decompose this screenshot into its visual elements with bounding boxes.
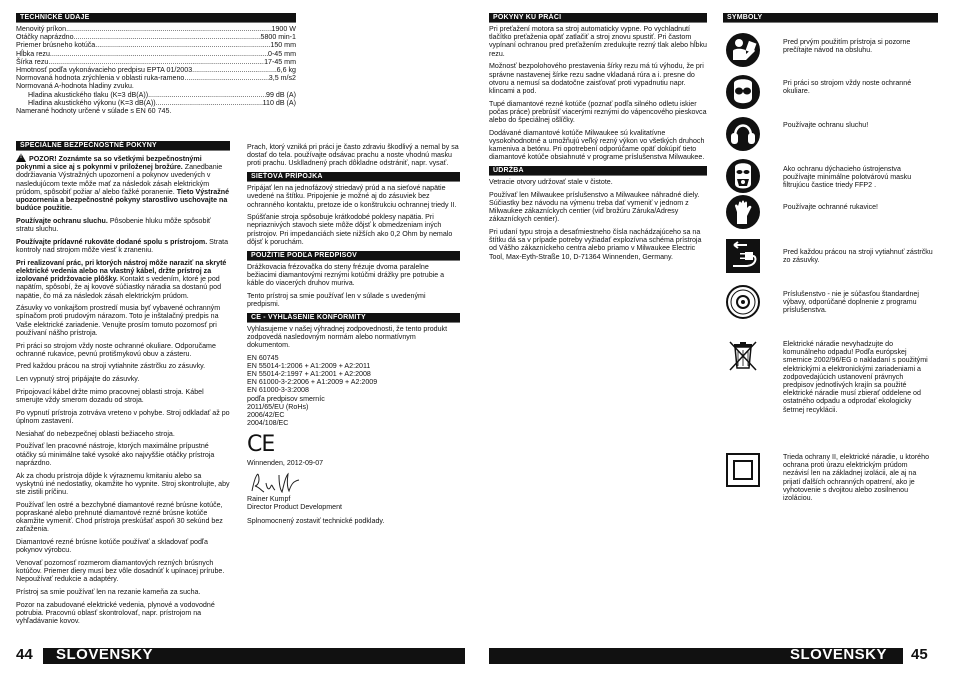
work-instructions-section xyxy=(489,13,707,265)
safety-paragraph: Len vypnutý stroj pripájajte do zásuvky. xyxy=(16,375,140,384)
measured-note: Namerané hodnoty určené v súlade s EN 60 745. xyxy=(16,107,172,116)
tech-data-heading: TECHNICKÉ ÚDAJE xyxy=(16,13,296,23)
safety-paragraph: Pri práci so strojom vždy noste ochranné okuliare. Odporučame ochranné rukavice, pevnú protišmykovú obuv a zásteru. xyxy=(16,341,216,358)
noise-row: Hladina akustického tlaku (K=3 dB(A)) ..... 99 dB (A) xyxy=(16,91,296,99)
page-number-left: 44 xyxy=(16,646,33,663)
symbol-text: Používajte ochranné rukavice! xyxy=(783,203,879,211)
ce-standard: EN 60745 xyxy=(247,353,279,362)
use-heading: POUŽITIE PODĽA PREDPISOV xyxy=(247,251,460,261)
accessory-disc-icon xyxy=(725,284,761,320)
warning-triangle-icon xyxy=(16,153,26,162)
safety-paragraph: Pripojovací kábel držte mimo pracovnej oblasti stroja. Kábel smerujte vždy smerom dozadu od stroja. xyxy=(16,387,204,405)
ce-standard: EN 55014-2:1997 + A1:2001 + A2:2008 xyxy=(247,370,371,379)
tech-row: Otáčky naprázdno ..... 5800 min-1 xyxy=(16,33,296,41)
safety-paragraph: Používať len ostré a bezchybné diamantové rezné brúsne kotúče, popraskané alebo prehnuté diamantové rezné brúsne kotúče okamžite vymeniť. Chod prístroja preskúšať aspoň 30 sekúnd bez zaťaženia. xyxy=(16,500,223,534)
work-paragraph: Dodávané diamantové kotúče Milwaukee sú kvalitatívne vysokohodnotné a umožňujú veľký rezný výkon vo všetkých druhoch kameniva a betónu. Pri opotrebení odporúčame opäť dokúpiť tieto diamantové kotúče obsiahnuté v programe príslušenstva Milwaukee. xyxy=(489,128,705,162)
work-heading: POKYNY KU PRÁCI xyxy=(489,13,707,23)
use-paragraph: Drážkovacia frézovačka do steny frézuje dvoma paralelne bežiacimi diamantovými reznými kotúčmi drážky pre potrubie a káble do viacerých druhov muriva. xyxy=(247,262,445,287)
hearing-paragraph: Používajte ochranu sluchu. Pôsobenie hluku môže spôsobiť stratu sluchu. xyxy=(16,216,211,234)
safety-paragraph: Pred každou prácou na stroji vytiahnite zástrčku zo zásuvky. xyxy=(16,362,206,371)
weee-bin-icon xyxy=(725,337,761,373)
ce-standard: 2011/65/EU (RoHs) xyxy=(247,402,309,411)
safety-paragraph: Zásuvky vo vonkajšom prostredí musia byť vybavené ochranným spínačom proti prudovým nárazom. Toto je inštalačný predpis na Vaše elektrické zariadenie. Venujte prosím tomuto pozornosť pri používaní nášho prístroja. xyxy=(16,304,221,337)
ce-standard: 2006/42/EC xyxy=(247,411,285,420)
class-ii-icon xyxy=(725,452,761,488)
safety-heading: ŠPECIÁLNE BEZPEČNOSTNÉ POKYNY xyxy=(16,141,230,151)
warning-paragraph: !POZOR! Zoznámte sa so všetkými bezpečnostnými pokynmi a sice aj s pokynmi v priloženej brožúre. Zanedbanie dodržiavania Výstražných upozornení a pokynov uvedených v nasledujúcom texte môže mať za následok zásah elektrickým prúdom, spôsobiť požiar a/ alebo ťažké poranenie. Tieto Výstražné upozornenia a bezpečnostné pokyny starostlivo uschovajte na budúce použitie. xyxy=(16,153,230,212)
symbol-text: Pred každou prácou na stroji vytiahnuť zástrčku zo zásuvky. xyxy=(783,248,933,265)
ce-standard: EN 61000-3-3:2008 xyxy=(247,386,309,395)
signature-icon xyxy=(249,471,309,495)
tech-row: Menovitý príkon ..... 1900 W xyxy=(16,25,296,33)
maintenance-paragraph: Používať len Milwaukee príslušenstvo a Milwaukee náhradné diely. Súčiastky bez návodu na výmenu treba dať vymeniť v jednom z Milwaukee zákazníckych centier (viď brožúru Záruka/Adresy zákazníckych centier). xyxy=(489,190,700,224)
respirator-icon xyxy=(725,158,761,194)
symbol-text: Príslušenstvo - nie je súčasťou štandardnej výbavy, odporúčané doplnenie z programu príslušenstva. xyxy=(783,290,919,315)
safety-paragraph: Po vypnutí prístroja zotrváva vreteno v pohybe. Stroj odkladať až po úplnom zastavení. xyxy=(16,408,230,425)
safety-paragraph: Nesiahať do nebezpečnej oblasti bežiaceho stroja. xyxy=(16,429,175,438)
noise-row: Hladina akustického výkonu (K=3 dB(A)) ..... 110 dB (A) xyxy=(16,99,296,107)
language-label-right: SLOVENSKY xyxy=(790,646,888,663)
authorization-note: Splnomocnený zostaviť technické podklady. xyxy=(247,517,385,526)
maintenance-paragraph: Pri udaní typu stroja a desaťmiestneho čísla nachádzajúceho sa na štítku dá sa v prípade potreby vyžiadať explozívna schéma prístroja od Vášho zákazníckeho centra alebo priamo v Milwaukee Electric Tool, Max-Eyth-Straße 10, D-71364 Winnenden, Germany. xyxy=(489,228,702,261)
maintenance-heading: ÚDRŽBA xyxy=(489,166,707,176)
noise-heading: Normovaná A-hodnota hladiny zvuku. xyxy=(16,82,134,91)
symbol-text: Používajte ochranu sluchu! xyxy=(783,121,869,129)
symbol-text: Pred prvým použitím prístroja si pozorne prečítajte návod na obsluhu. xyxy=(783,38,911,55)
ce-standard: EN 55014-1:2006 + A1:2009 + A2:2011 xyxy=(247,361,371,370)
mains-paragraph: Pripájať len na jednofázový striedavý prúd a na sieťové napätie uvedené na štítku. Pripojenie je možné aj do zásuviek bez ochranného kontaktu, pretoze ide o konštrukciu ochrannej triedy II. xyxy=(247,184,457,209)
ce-standard: podľa predpisov smerníc xyxy=(247,394,325,403)
safety-paragraph: Pozor na zabudované elektrické vedenia, plynové a vodovodné potrubia. Pracovnú oblasť skontrolovať, napr. prístrojom na vyhľadávanie kovov. xyxy=(16,600,215,626)
hidden-wiring-paragraph: Pri realizovaní prác, pri ktorých nástroj môže naraziť na skryté elektrické vedenia alebo na vlastný kábel, držte prístroj za izolované pridržovacie plôšky. Kontakt s vedením, ktoré je pod napätím, spôsobí, že aj kovové súčiastky náradia sa dostanú pod napätie, čo má za následok zásah elektrickým prúdom. xyxy=(16,258,227,300)
symbol-text: Pri práci so strojom vždy noste ochranné okuliare. xyxy=(783,79,912,96)
safety-section xyxy=(16,141,230,630)
ce-standard: EN 61000-3-2:2006 + A1:2009 + A2:2009 xyxy=(247,378,378,387)
tech-row: Šírka rezu ..... 17-45 mm xyxy=(16,58,296,66)
signatory-title: Director Product Development xyxy=(247,502,343,511)
symbols-heading: SYMBOLY xyxy=(723,13,938,23)
ce-heading: CE - VYHLÁSENIE KONFORMITY xyxy=(247,313,460,323)
tech-row: Hmotnosť podľa vykonávacieho predpisu EPTA 01/2003 ..... 6,6 kg xyxy=(16,66,296,74)
maintenance-paragraph: Vetracie otvory udržovať stale v čistote. xyxy=(489,178,613,187)
symbols-section xyxy=(723,13,938,25)
ce-standard: 2004/108/EC xyxy=(247,419,289,428)
ce-intro: Vyhlasujeme v našej výhradnej zodpovednosti, že tento produkt zodpovedá nasledovným normám alebo normatívnym dokumentom. xyxy=(247,324,448,349)
ce-mark: CE xyxy=(247,432,275,458)
safety-paragraph: Prístroj sa smie používať len na rezanie kameňa za sucha. xyxy=(16,587,201,596)
symbol-text: Elektrické náradie nevyhadzujte do komunálneho odpadu! Podľa európskej smernice 2002/96/EG o nakladaní s použitými elektrickými a elektronickými zariadeniami a zodpovedajúcich ustanovení právnych predpisov jednotlivých krajín sa použité elektrické náradie musí zbierať oddelene od ostatného odpadu a odprodať ekologicky šetrnej recyklácii. xyxy=(783,340,928,414)
safety-paragraph: Ak za chodu prístroja dôjde k výraznemu kmitaniu alebo sa vyskytnú iné nedostatky, okamžite ho vypnite. Stroj skontrolujte, aby ste zistili príčinu. xyxy=(16,471,230,496)
ce-date: Winnenden, 2012-09-07 xyxy=(247,459,324,468)
tech-row: Hĺbka rezu ..... 0-45 mm xyxy=(16,50,296,58)
safety-paragraph: Venovať pozornosť rozmerom diamantových rezných brúsnych kotúčov. Priemer diery musí bez vôle dosadnúť k upínacej prírube. Nepoužívať redukcie a adaptéry. xyxy=(16,558,225,584)
work-paragraph: Tupé diamantové rezné kotúče (poznať podľa silného odletu iskier počas práce) prebrúsiť viacerými reznými do vápencového pieskovca alebo do špeciálnej ošlíčky. xyxy=(489,99,707,125)
safety-paragraph: Používať len pracovné nástroje, ktorých maximálne prípustné otáčky sú minimálne také vysoké ako najvyššie otáčky prístroja naprázdno. xyxy=(16,442,215,467)
unplug-icon xyxy=(725,238,761,274)
work-paragraph: Pri preťažení motora sa stroj automaticky vypne. Po vychladnutí tlačítko preťaženia opäť zatlačiť a stroj znovu spustiť. Pri častom vypínaní ochranou pred preťažením zredukujte rezný tlak alebo hĺbku rezu. xyxy=(489,25,707,58)
work-paragraph: Možnosť bezpolohového prestavenia šírky rezu má tú výhodu, že pri správne nastavenej šírke rezu sadne vkladaná rúra a i. presne do otvoru a nemusí sa dodatočne zaisťovať proti vypadnutiu napr. klincami a pod. xyxy=(489,62,704,95)
ear-protection-icon xyxy=(725,116,761,152)
use-paragraph: Tento prístroj sa smie používať len v súlade s uvedenými predpismi. xyxy=(247,291,426,308)
symbol-text: Ako ochranu dýchacieho ústrojenstva používajte minimálne polotvárovú masku filtrujúcu častice triedy FFP2 . xyxy=(783,165,912,190)
mains-heading: SIEŤOVÁ PRÍPOJKA xyxy=(247,172,460,182)
safety-glasses-icon xyxy=(725,74,761,110)
symbol-text: Trieda ochrany II, elektrické náradie, u ktorého ochrana proti úrazu elektrickým prúdom nezávisí len na základnej izolácii, ale aj na prijatí ďalších ochranných opatrení, ako je vyhotovenie s dvojitou alebo zosilnenou izoláciou. xyxy=(783,453,930,503)
dust-paragraph: Prach, ktorý vzniká pri práci je často zdraviu škodlivý a nemal by sa dostať do tela. používajte odsávac prachu a noste vhodnú masku proti prachu. Usklladnený prach dôkladne odstrániť, napr. vysať. xyxy=(247,143,459,168)
left-second-column xyxy=(247,143,460,525)
language-label-left: SLOVENSKY xyxy=(56,646,154,663)
safety-paragraph: Diamantové rezné brúsne kotúče používať a skladovať podľa pokynov výrobcu. xyxy=(16,537,208,555)
read-manual-icon xyxy=(725,32,761,68)
tech-row: Normovaná hodnota zrýchlenia v oblasti ruka-rameno. ..... 3,5 m/s2 xyxy=(16,74,296,82)
page-number-right: 45 xyxy=(911,646,928,663)
tech-row: Priemer brúsneho kotúča ..... 150 mm xyxy=(16,41,296,49)
gloves-icon xyxy=(725,194,761,230)
mains-paragraph: Spúšťanie stroja spôsobuje krátkodobé poklesy napätia. Pri nepriaznivých stavoch siete môže dôjsť k obmedzeniam iných prístrojov. Pri impedanciách siete nižších ako 0,2 Ohm by nemalo dôjsť k poruchám. xyxy=(247,213,453,246)
signatory-name: Rainer Kumpf xyxy=(247,494,291,503)
handle-paragraph: Používajte prídavné rukoväte dodané spolu s prístrojom. Strata kontroly nad strojom môže viesť k zraneniu. xyxy=(16,237,229,255)
tech-data-section xyxy=(16,13,296,115)
